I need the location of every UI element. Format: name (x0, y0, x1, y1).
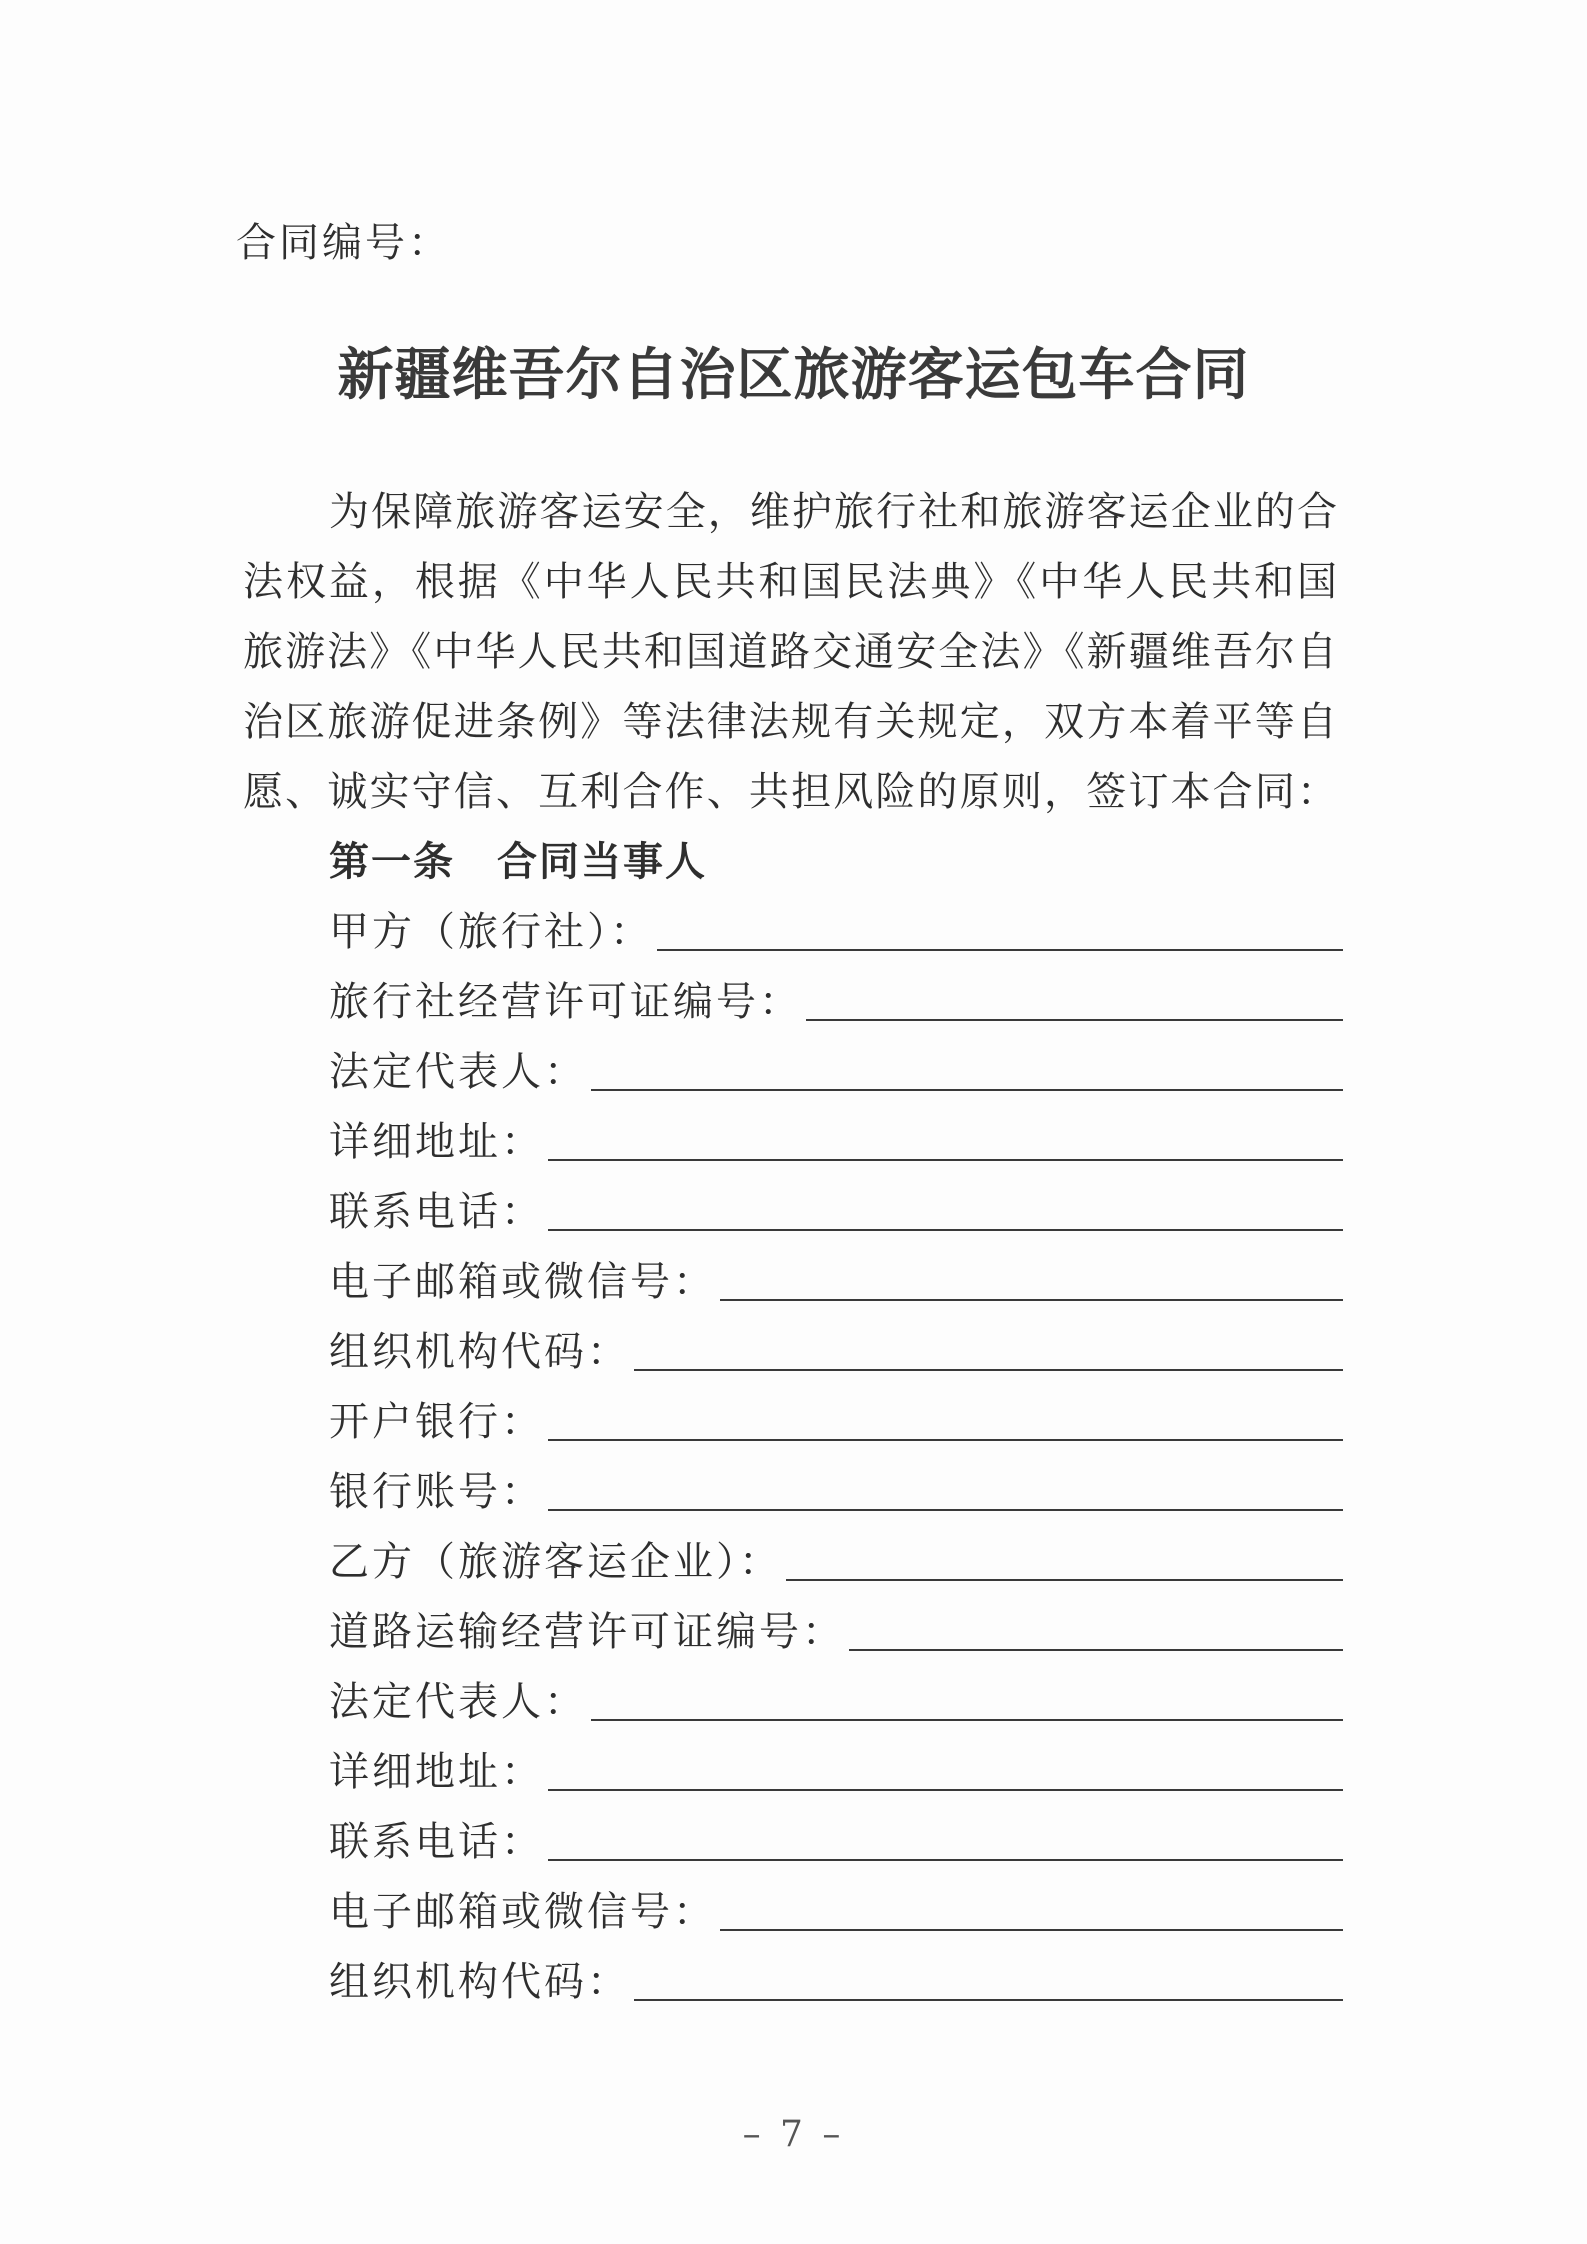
field-label: 道路运输经营许可证编号： (329, 1609, 845, 1655)
field-row-travel-agency-license-number (243, 967, 1343, 1037)
blank-line (806, 1019, 1343, 1021)
blank-line (720, 1299, 1343, 1301)
field-row-party-a-phone (243, 1177, 1343, 1247)
field-row-party-a-address (243, 1107, 1343, 1177)
blank-line (591, 1719, 1343, 1721)
field-row-party-b-org-code (243, 1947, 1343, 2017)
blank-line (548, 1789, 1343, 1791)
field-row-road-transport-license-number (243, 1597, 1343, 1667)
field-label: 开户银行： (329, 1399, 544, 1445)
page-number: – 7 – (742, 2114, 845, 2155)
blank-line (786, 1579, 1343, 1581)
field-label: 电子邮箱或微信号： (329, 1259, 716, 1305)
field-label: 联系电话： (329, 1819, 544, 1865)
field-row-party-b-email-wechat (243, 1877, 1343, 1947)
preamble-line: 为保障旅游客运安全，维护旅行社和旅游客运企业的合 (329, 489, 1337, 535)
field-label: 详细地址： (329, 1749, 544, 1795)
field-label: 组织机构代码： (329, 1329, 630, 1375)
field-row-party-a-email-wechat (243, 1247, 1343, 1317)
field-label: 法定代表人： (329, 1049, 587, 1095)
blank-line (548, 1229, 1343, 1231)
blank-line (548, 1509, 1343, 1511)
field-row-party-b-name (243, 1527, 1343, 1597)
blank-line (548, 1439, 1343, 1441)
field-row-party-a-bank (243, 1387, 1343, 1457)
field-label: 银行账号： (329, 1469, 544, 1515)
blank-line (720, 1929, 1343, 1931)
preamble-line: 法权益，根据《中华人民共和国民法典》《中华人民共和国 (243, 559, 1337, 605)
field-label: 法定代表人： (329, 1679, 587, 1725)
field-row-party-b-legal-representative (243, 1667, 1343, 1737)
preamble-line: 治区旅游促进条例》等法律法规有关规定，双方本着平等自 (243, 699, 1337, 745)
field-label: 电子邮箱或微信号： (329, 1889, 716, 1935)
blank-line (548, 1159, 1343, 1161)
field-row-party-b-address (243, 1737, 1343, 1807)
section-heading: 第一条 合同当事人 (329, 838, 707, 885)
contract-number-label: 合同编号： (236, 220, 451, 266)
field-row-party-b-phone (243, 1807, 1343, 1877)
blank-line (634, 1369, 1343, 1371)
blank-line (591, 1089, 1343, 1091)
preamble-line: 旅游法》《中华人民共和国道路交通安全法》《新疆维吾尔自 (243, 629, 1337, 675)
blank-line (849, 1649, 1343, 1651)
blank-line (548, 1859, 1343, 1861)
field-label: 联系电话： (329, 1189, 544, 1235)
preamble-line: 愿、诚实守信、互利合作、共担风险的原则，签订本合同： (243, 769, 1337, 815)
field-label: 甲方（旅行社）： (329, 909, 653, 955)
field-row-party-a-bank-account (243, 1457, 1343, 1527)
field-row-party-a-org-code (243, 1317, 1343, 1387)
blank-line (657, 949, 1343, 951)
field-label: 乙方（旅游客运企业）： (329, 1539, 782, 1585)
field-row-party-a-name (243, 897, 1343, 967)
blank-line (634, 1999, 1343, 2001)
document-title: 新疆维吾尔自治区旅游客运包车合同 (337, 342, 1250, 408)
field-label: 旅行社经营许可证编号： (329, 979, 802, 1025)
field-label: 详细地址： (329, 1119, 544, 1165)
field-row-party-a-legal-representative (243, 1037, 1343, 1107)
document-body (243, 477, 1343, 2017)
field-label: 组织机构代码： (329, 1959, 630, 2005)
